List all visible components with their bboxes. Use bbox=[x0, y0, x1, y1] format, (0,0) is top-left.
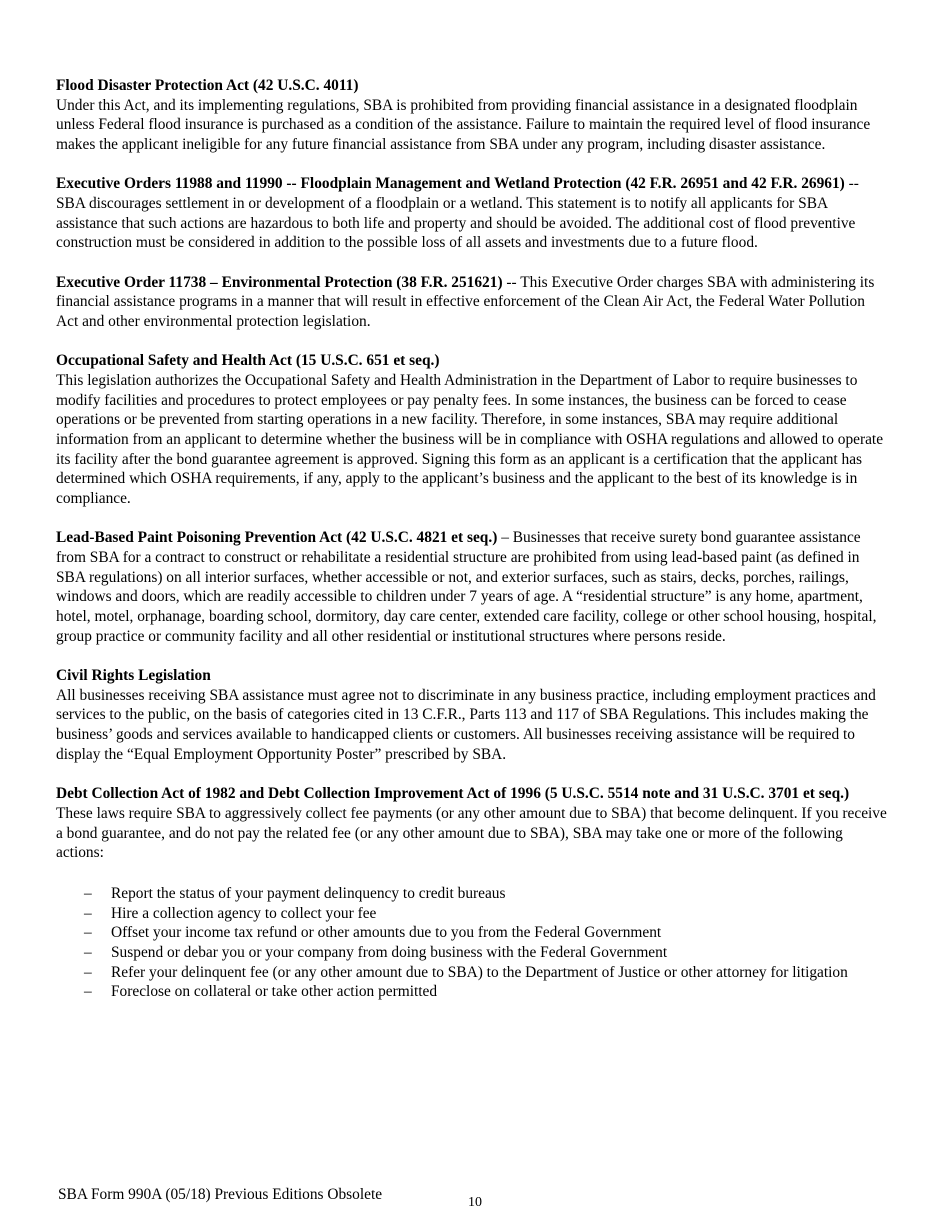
form-footer: SBA Form 990A (05/18) Previous Editions Obsolete bbox=[58, 1186, 383, 1203]
bullet-dash: – bbox=[84, 904, 92, 922]
section-executive-orders-11988-11990 bbox=[56, 174, 890, 253]
section-body: All businesses receiving SBA assistance must agree not to discriminate in any business practice, including employment practices and services to the public, on the basis of categories cited in 13 C.F.R., Parts 113 and 117 of SBA Regulations. This includes making the business’ goods and services available to handicapped clients or customers. All businesses receiving assistance will be required to display the “Equal Employment Opportunity Poster” prescribed by SBA. bbox=[56, 686, 876, 763]
section-title: Lead-Based Paint Poisoning Prevention Act (42 U.S.C. 4821 et seq.) bbox=[56, 529, 498, 547]
section-title: Debt Collection Act of 1982 and Debt Collection Improvement Act of 1996 (5 U.S.C. 5514 note and 31 U.S.C. 3701 et seq.) bbox=[56, 785, 850, 803]
list-item bbox=[56, 963, 890, 983]
section-lead-based-paint bbox=[56, 528, 890, 646]
section-body: This legislation authorizes the Occupational Safety and Health Administration in the Department of Labor to require businesses to modify facilities and procedures to protect employees or pay penalty fees. In some instances, the business can be forced to cease operations or be prevented from starting operations in a new facility. Therefore, in some instances, SBA may require additional information from an applicant to determine whether the business will be in compliance with OSHA regulations and allowed to operate its facility after the bond guarantee agreement is approved. Signing this form as an applicant is a certification that the applicant has determined which OSHA requirements, if any, apply to the applicant’s business and the applicant to the best of its knowledge is in compliance. bbox=[56, 371, 884, 508]
list-item bbox=[56, 884, 890, 904]
list-item bbox=[56, 923, 890, 943]
section-title: Executive Orders 11988 and 11990 -- Floodplain Management and Wetland Protection (42 F.R. 26951 and 42 F.R. 26961) bbox=[56, 175, 845, 193]
list-item-text: Report the status of your payment delinquency to credit bureaus bbox=[111, 884, 506, 902]
list-item-text: Suspend or debar you or your company from doing business with the Federal Government bbox=[111, 944, 668, 962]
section-title: Occupational Safety and Health Act (15 U.S.C. 651 et seq.) bbox=[56, 352, 440, 370]
section-title: Civil Rights Legislation bbox=[56, 667, 211, 685]
section-body: Under this Act, and its implementing regulations, SBA is prohibited from providing financial assistance in a designated floodplain unless Federal flood insurance is purchased as a condition of the assistance. Failure to maintain the required level of flood insurance makes the applicant ineligible for any future financial assistance from SBA under any program, including disaster assistance. bbox=[56, 96, 871, 154]
section-body: – Businesses that receive surety bond guarantee assistance from SBA for a contract to construct or rehabilitate a residential structure are prohibited from using lead-based paint (as defined in SBA regulations) on all interior surfaces, whether accessible or not, and exterior surfaces, such as stairs, decks, porches, railings, windows and doors, which are readily accessible to children under 7 years of age. A “residential structure” is any home, apartment, hotel, motel, orphanage, boarding school, dormitory, day care center, extended care facility, college or other school housing, hospital, group practice or community facility and all other residential or institutional structures where persons reside. bbox=[56, 529, 877, 645]
document-page bbox=[56, 76, 890, 1002]
list-item-text: Hire a collection agency to collect your fee bbox=[111, 904, 377, 922]
section-body: -- This Executive Order charges SBA with administering its financial assistance programs in a manner that will result in effective enforcement of the Clean Air Act, the Federal Water Pollution Act and other environmental protection legislation. bbox=[56, 273, 875, 331]
section-debt-collection bbox=[56, 784, 890, 863]
list-item bbox=[56, 982, 890, 1002]
bullet-dash: – bbox=[84, 884, 92, 902]
page-number: 10 bbox=[468, 1195, 482, 1210]
list-item-text: Offset your income tax refund or other amounts due to you from the Federal Government bbox=[111, 924, 662, 942]
debt-collection-actions-list bbox=[56, 884, 890, 1002]
section-executive-order-11738 bbox=[56, 273, 890, 332]
bullet-dash: – bbox=[84, 963, 92, 981]
bullet-dash: – bbox=[84, 983, 92, 1001]
section-title: Executive Order 11738 – Environmental Protection (38 F.R. 251621) bbox=[56, 273, 503, 291]
section-body: These laws require SBA to aggressively collect fee payments (or any other amount due to SBA) that become delinquent. If you receive a bond guarantee, and do not pay the related fee (or any other amount due to SBA), SBA may take one or more of the following actions: bbox=[56, 804, 887, 862]
list-item bbox=[56, 943, 890, 963]
section-civil-rights bbox=[56, 666, 890, 765]
section-flood-disaster-protection-act bbox=[56, 76, 890, 155]
list-item-text: Refer your delinquent fee (or any other amount due to SBA) to the Department of Justice or other attorney for litigation bbox=[111, 963, 848, 981]
section-osha bbox=[56, 351, 890, 509]
list-item bbox=[56, 904, 890, 924]
bullet-dash: – bbox=[84, 944, 92, 962]
list-item-text: Foreclose on collateral or take other action permitted bbox=[111, 983, 438, 1001]
section-body: -- SBA discourages settlement in or development of a floodplain or a wetland. This statement is to notify all applicants for SBA assistance that such actions are hazardous to both life and property and should be avoided. The additional cost of flood preventive construction must be considered in addition to the possible loss of all assets and investments due to a future flood. bbox=[56, 175, 859, 252]
bullet-dash: – bbox=[84, 924, 92, 942]
section-title: Flood Disaster Protection Act (42 U.S.C. 4011) bbox=[56, 77, 359, 94]
